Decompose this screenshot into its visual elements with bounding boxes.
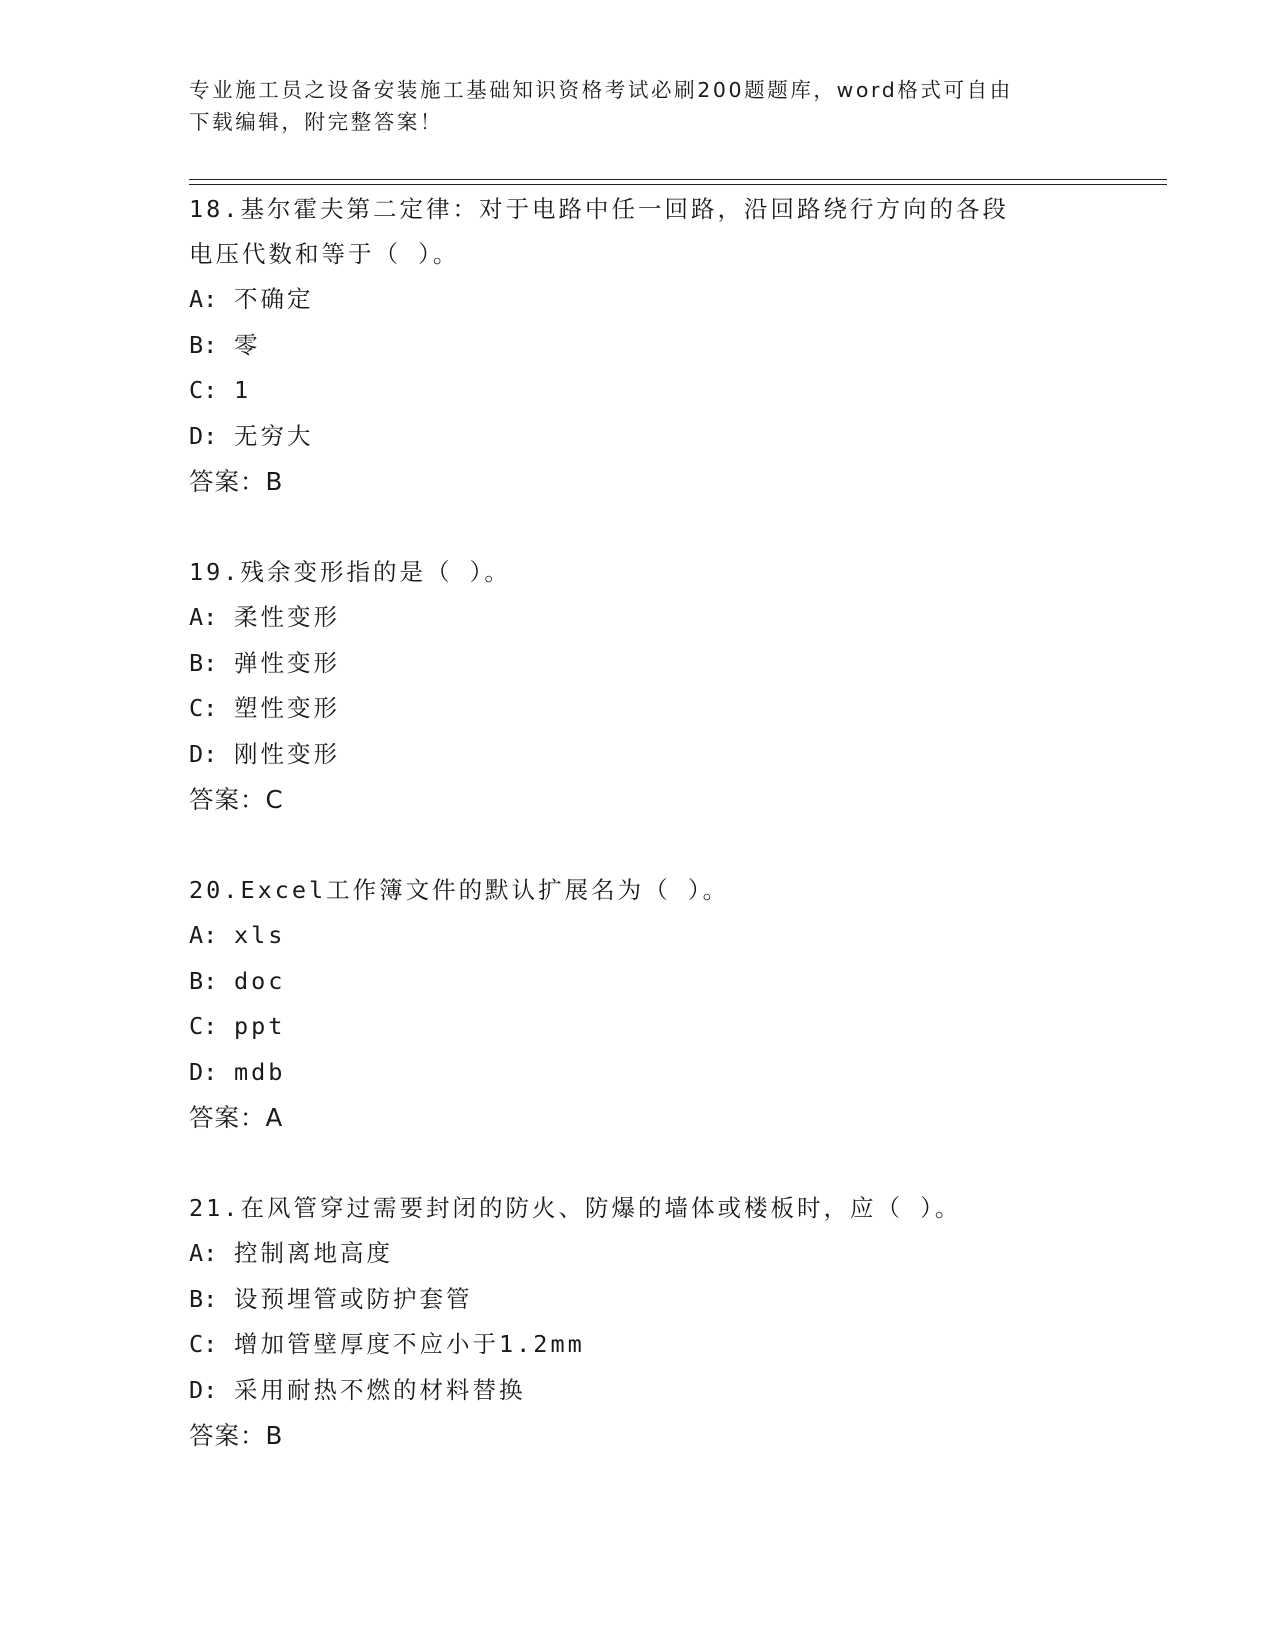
option-text: 刚性变形	[234, 739, 340, 768]
option-label: C:	[189, 694, 218, 722]
option-text: 无穷大	[234, 421, 314, 450]
question-19	[189, 550, 1109, 823]
option-text: 零	[234, 330, 261, 359]
option-text: 不确定	[234, 285, 314, 313]
question-18	[189, 187, 1109, 505]
option-text: 柔性变形	[234, 603, 340, 631]
option-d	[189, 732, 1109, 778]
header-divider-top	[189, 179, 1167, 180]
option-label: D:	[189, 739, 218, 768]
option-label: B:	[189, 966, 218, 995]
option-text: 弹性变形	[234, 648, 340, 677]
option-label: B:	[189, 330, 218, 359]
answer: 答案：A	[189, 1103, 284, 1132]
option-c	[189, 1004, 1109, 1050]
question-stem-line-1: 18.基尔霍夫第二定律：对于电路中任一回路，沿回路绕行方向的各段	[189, 195, 1009, 223]
question-21	[189, 1186, 1109, 1459]
document-header	[189, 74, 1089, 138]
option-d	[189, 1368, 1109, 1414]
option-label: A:	[189, 921, 218, 949]
option-b	[189, 959, 1109, 1005]
option-label: C:	[189, 1012, 218, 1040]
answer: 答案：C	[189, 785, 284, 814]
option-c	[189, 686, 1109, 732]
option-label: C:	[189, 1330, 218, 1358]
option-label: D:	[189, 421, 218, 450]
option-a	[189, 913, 1109, 959]
header-line-2: 下载编辑，附完整答案！	[189, 110, 444, 134]
header-line-1: 专业施工员之设备安装施工基础知识资格考试必刷200题题库，word格式可自由	[189, 78, 1013, 102]
option-c	[189, 368, 1109, 414]
question-20	[189, 868, 1109, 1141]
option-text: mdb	[234, 1057, 286, 1086]
answer: 答案：B	[189, 1421, 284, 1450]
option-label: A:	[189, 1239, 218, 1267]
option-text: 塑性变形	[234, 694, 340, 722]
option-label: A:	[189, 603, 218, 631]
option-text: xls	[234, 921, 286, 949]
option-a	[189, 595, 1109, 641]
option-text: 采用耐热不燃的材料替换	[234, 1375, 526, 1404]
header-divider-bottom	[189, 184, 1167, 185]
question-stem-line-1: 19.残余变形指的是（ ）。	[189, 558, 511, 586]
option-label: C:	[189, 376, 218, 404]
option-text: 增加管壁厚度不应小于1.2mm	[234, 1330, 585, 1358]
option-label: D:	[189, 1057, 218, 1086]
option-text: 设预埋管或防护套管	[234, 1284, 473, 1313]
answer: 答案：B	[189, 467, 284, 496]
option-d	[189, 414, 1109, 460]
option-d	[189, 1050, 1109, 1096]
option-text: 控制离地高度	[234, 1239, 393, 1267]
option-text: 1	[234, 376, 252, 404]
question-stem-line-1: 20.Excel工作簿文件的默认扩展名为（ ）。	[189, 876, 730, 904]
option-text: doc	[234, 966, 286, 995]
option-b	[189, 641, 1109, 687]
option-a	[189, 277, 1109, 323]
question-stem-line-2: 电压代数和等于（ ）。	[189, 240, 460, 268]
option-text: ppt	[234, 1012, 286, 1040]
option-label: B:	[189, 1284, 218, 1313]
option-label: D:	[189, 1375, 218, 1404]
question-stem-line-1: 21.在风管穿过需要封闭的防火、防爆的墙体或楼板时，应（ ）。	[189, 1194, 962, 1222]
option-c	[189, 1322, 1109, 1368]
option-label: A:	[189, 285, 218, 313]
option-b	[189, 323, 1109, 369]
option-a	[189, 1231, 1109, 1277]
option-label: B:	[189, 648, 218, 677]
option-b	[189, 1277, 1109, 1323]
